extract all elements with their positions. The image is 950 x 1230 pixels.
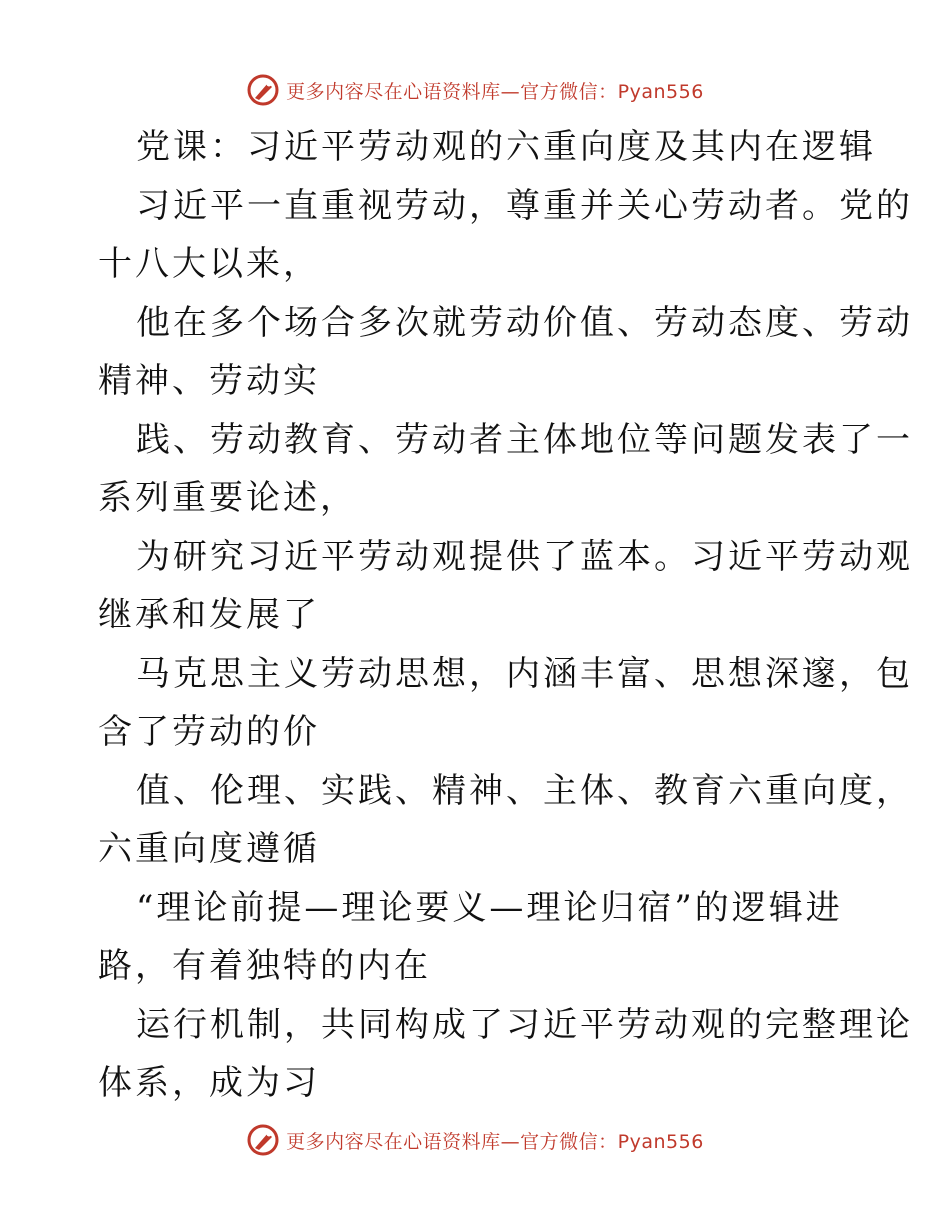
- paragraph-line: 运行机制，共同构成了习近平劳动观的完整理论: [136, 1004, 913, 1045]
- document-body: [98, 118, 913, 1113]
- paragraph-line: 马克思主义劳动思想，内涵丰富、思想深邃，包: [136, 653, 913, 694]
- footer-banner-text: 更多内容尽在心语资料库—官方微信：Pyan556: [286, 1130, 704, 1153]
- paragraph-line: 六重向度遵循: [98, 829, 320, 869]
- paragraph-line: 十八大以来，: [98, 244, 320, 284]
- header-banner: [0, 70, 950, 110]
- paragraph-line: 为研究习近平劳动观提供了蓝本。习近平劳动观: [136, 536, 913, 577]
- paragraph-line: 践、劳动教育、劳动者主体地位等问题发表了一: [136, 419, 913, 460]
- paragraph-line: 含了劳动的价: [98, 712, 320, 752]
- paragraph-line: “理论前提—理论要义—理论归宿”的逻辑进: [136, 887, 843, 928]
- paragraph-line: 习近平一直重视劳动，尊重并关心劳动者。党的: [136, 185, 913, 226]
- paragraph-line: 继承和发展了: [98, 595, 320, 635]
- paragraph-line: 他在多个场合多次就劳动价值、劳动态度、劳动: [136, 302, 913, 343]
- pen-nib-logo-icon: [246, 1123, 280, 1157]
- paragraph-line: 精神、劳动实: [98, 361, 320, 401]
- paragraph-line: 值、伦理、实践、精神、主体、教育六重向度，: [136, 770, 913, 811]
- pen-nib-logo-icon: [246, 73, 280, 107]
- header-banner-text: 更多内容尽在心语资料库—官方微信：Pyan556: [286, 80, 704, 103]
- paragraph-line: 体系，成为习: [98, 1063, 320, 1103]
- paragraph-line: 路，有着独特的内在: [98, 946, 431, 986]
- footer-banner: [0, 1120, 950, 1160]
- document-title: 党课：习近平劳动观的六重向度及其内在逻辑: [136, 127, 876, 167]
- paragraph-line: 系列重要论述，: [98, 478, 357, 518]
